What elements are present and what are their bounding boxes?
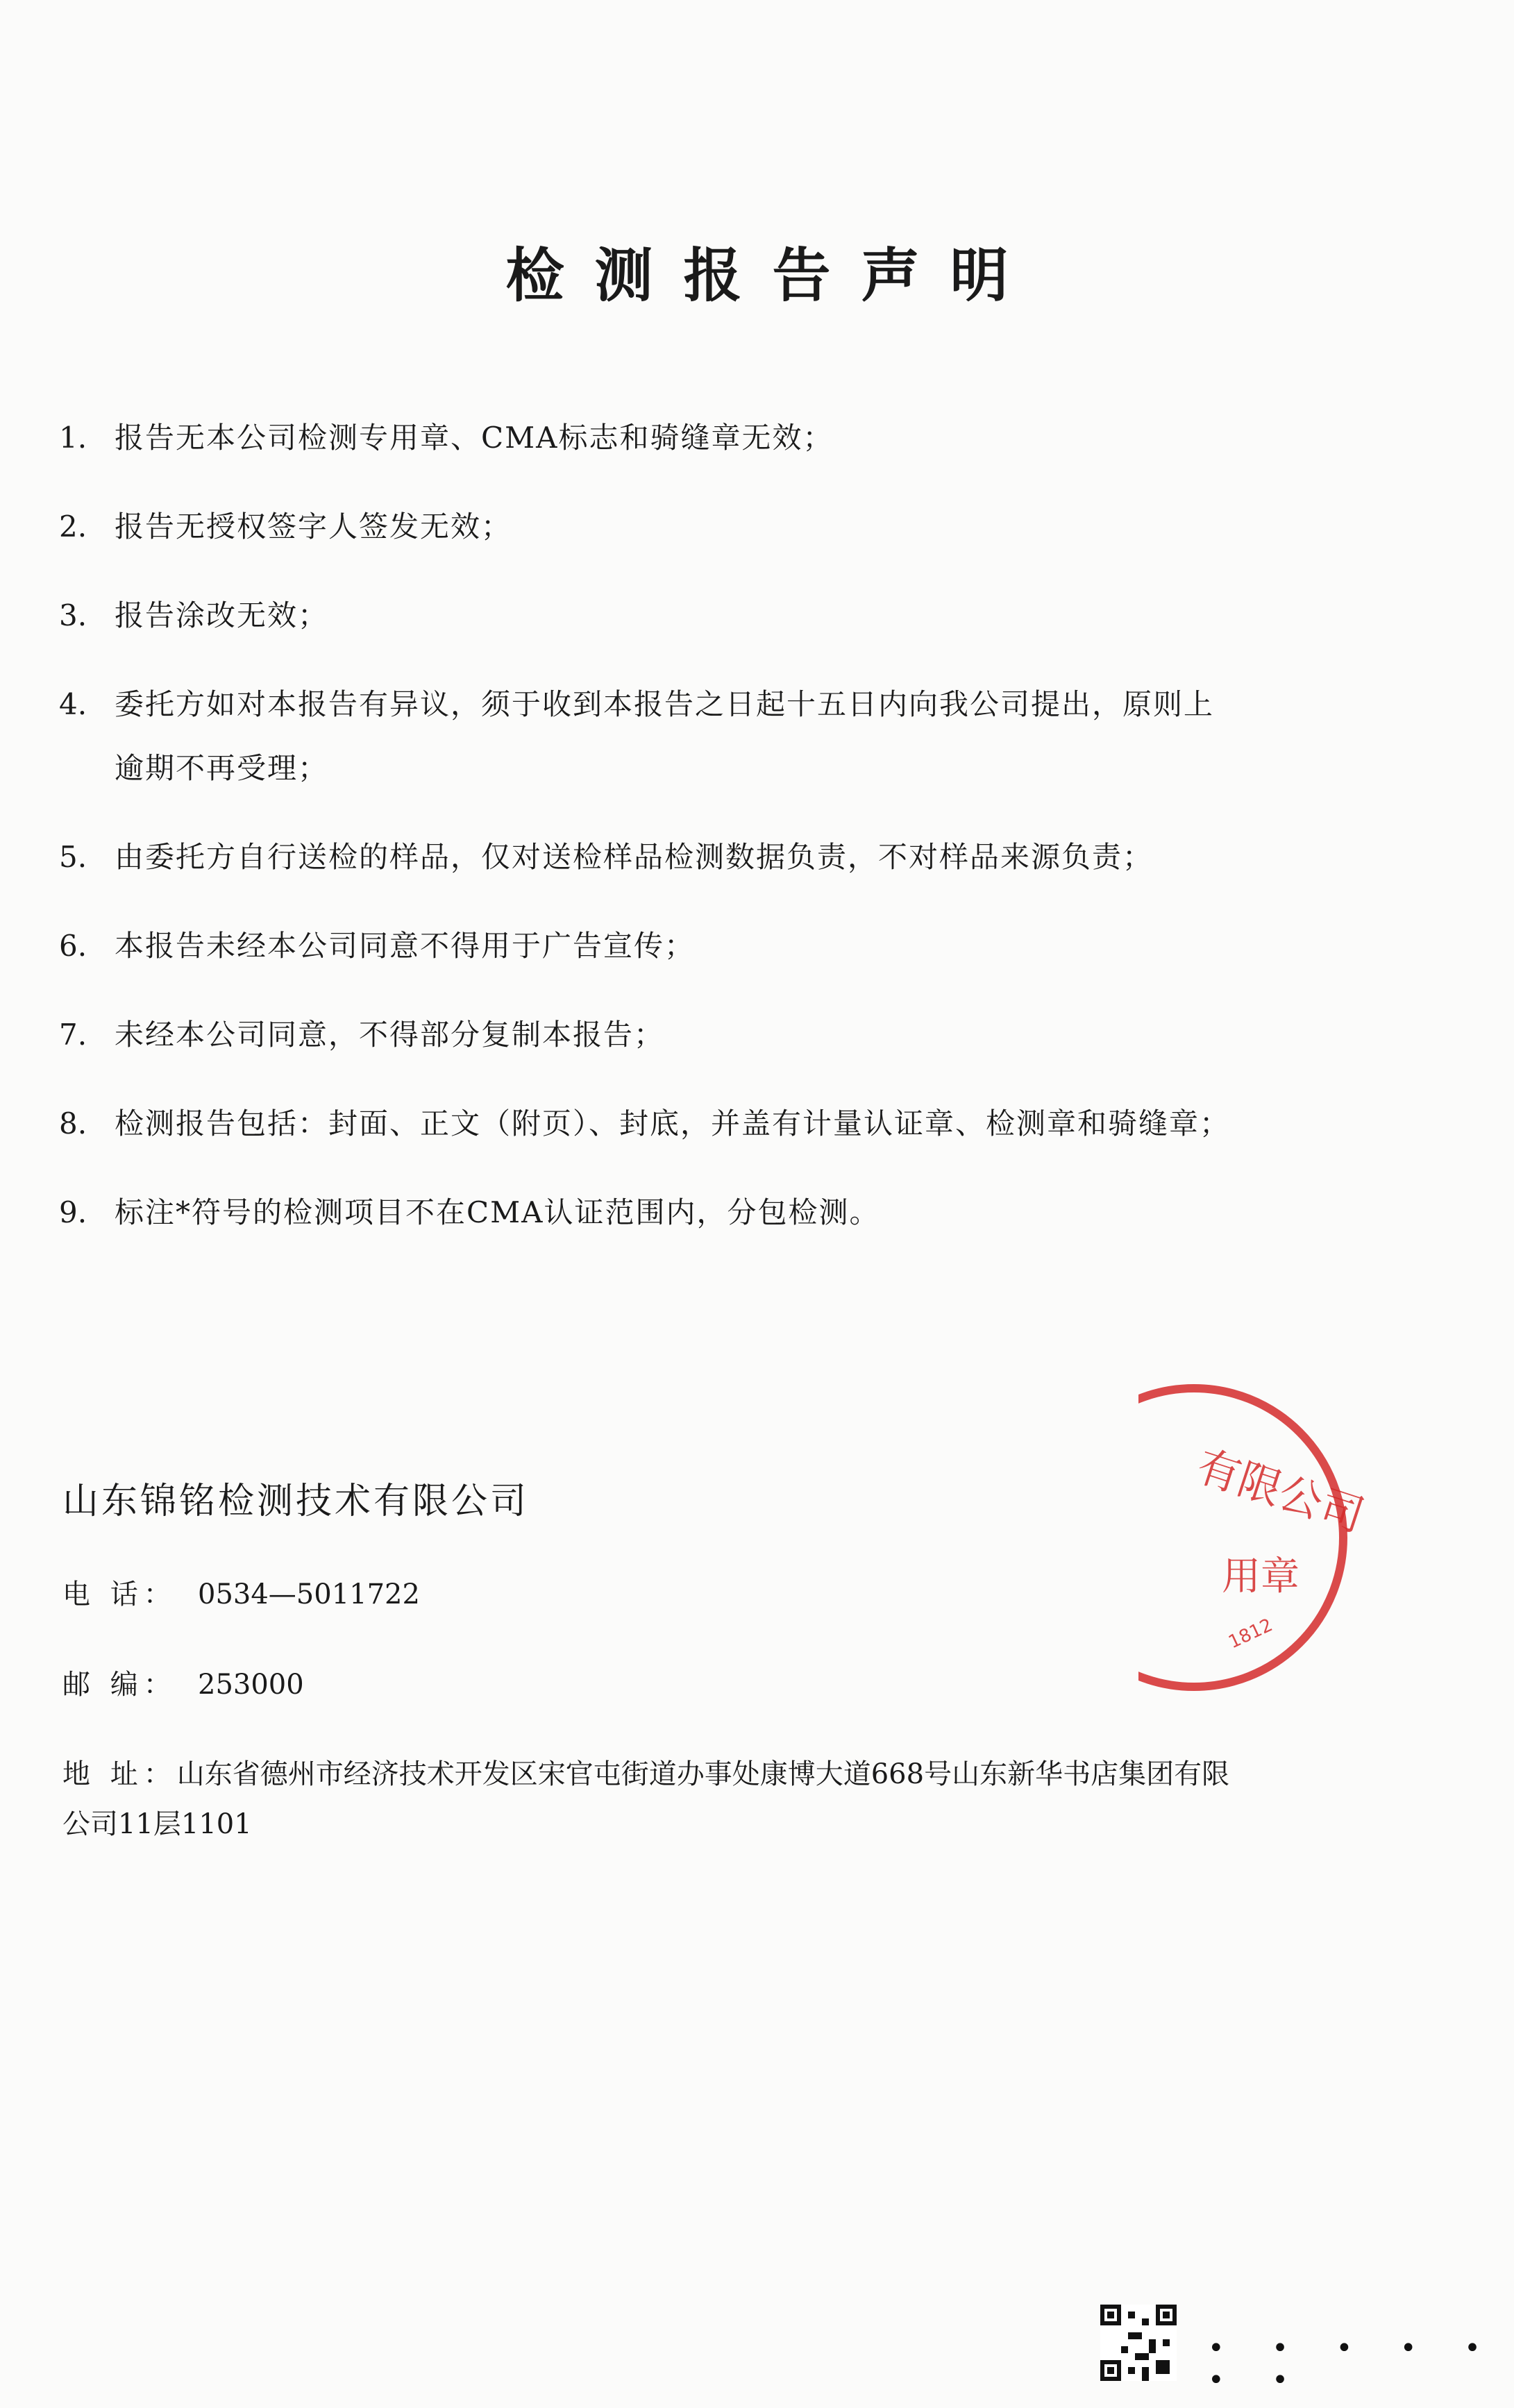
page-title: 检测报告声明 (505, 242, 1039, 310)
svg-text:有限公司: 有限公司 (1191, 1440, 1370, 1542)
svg-text:1812: 1812 (1225, 1615, 1276, 1653)
item-number: 2. (59, 510, 87, 544)
postal-line (62, 1662, 304, 1702)
list-item (59, 1092, 1239, 1156)
svg-text:用章: 用章 (1222, 1554, 1299, 1599)
item-number: 5. (59, 840, 87, 874)
list-item (59, 495, 1239, 559)
item-text: 报告无授权签字人签发无效； (115, 510, 512, 544)
footer-dots: • • • • • • • (1208, 2332, 1500, 2396)
address-value: 山东省德州市经济技术开发区宋官屯街道办事处康博大道668号山东新华书店集团有限公司11层1101 (62, 1758, 1230, 1840)
postal-label: 邮 编： (62, 1669, 177, 1701)
list-item (59, 914, 1239, 978)
address-line (62, 1749, 1243, 1849)
item-text: 报告无本公司检测专用章、CMA标志和骑缝章无效； (115, 421, 834, 455)
list-item (59, 673, 1239, 800)
statement-list (59, 406, 1239, 1270)
item-text: 检测报告包括：封面、正文（附页）、封底，并盖有计量认证章、检测章和骑缝章； (115, 1106, 1231, 1140)
list-item (59, 825, 1239, 889)
phone-value: 0534—5011722 (198, 1578, 420, 1610)
item-number: 9. (59, 1195, 87, 1229)
company-seal (1138, 1374, 1388, 1701)
item-number: 4. (59, 687, 87, 721)
list-item (59, 584, 1239, 648)
address-label: 地 址： (62, 1758, 177, 1790)
list-item (59, 1181, 1239, 1245)
item-text: 本报告未经本公司同意不得用于广告宣传； (115, 929, 696, 963)
item-number: 7. (59, 1018, 87, 1052)
list-item (59, 1003, 1239, 1067)
list-item (59, 406, 1239, 470)
item-text: 由委托方自行送检的样品，仅对送检样品检测数据负责，不对样品来源负责； (115, 840, 1154, 874)
qr-code-icon (1100, 2305, 1177, 2381)
phone-line (62, 1572, 420, 1612)
item-number: 6. (59, 929, 87, 963)
item-text: 未经本公司同意，不得部分复制本报告； (115, 1018, 665, 1052)
item-number: 1. (59, 421, 87, 455)
item-text: 标注*符号的检测项目不在CMA认证范围内，分包检测。 (115, 1195, 880, 1229)
company-name: 山东锦铭检测技术有限公司 (62, 1481, 530, 1522)
item-number: 8. (59, 1106, 87, 1140)
phone-label: 电 话： (62, 1578, 177, 1610)
item-text: 报告涂改无效； (115, 598, 329, 632)
item-text: 委托方如对本报告有异议，须于收到本报告之日起十五日内向我公司提出，原则上逾期不再受理； (115, 687, 1215, 785)
item-number: 3. (59, 598, 87, 632)
postal-value: 253000 (198, 1669, 304, 1701)
